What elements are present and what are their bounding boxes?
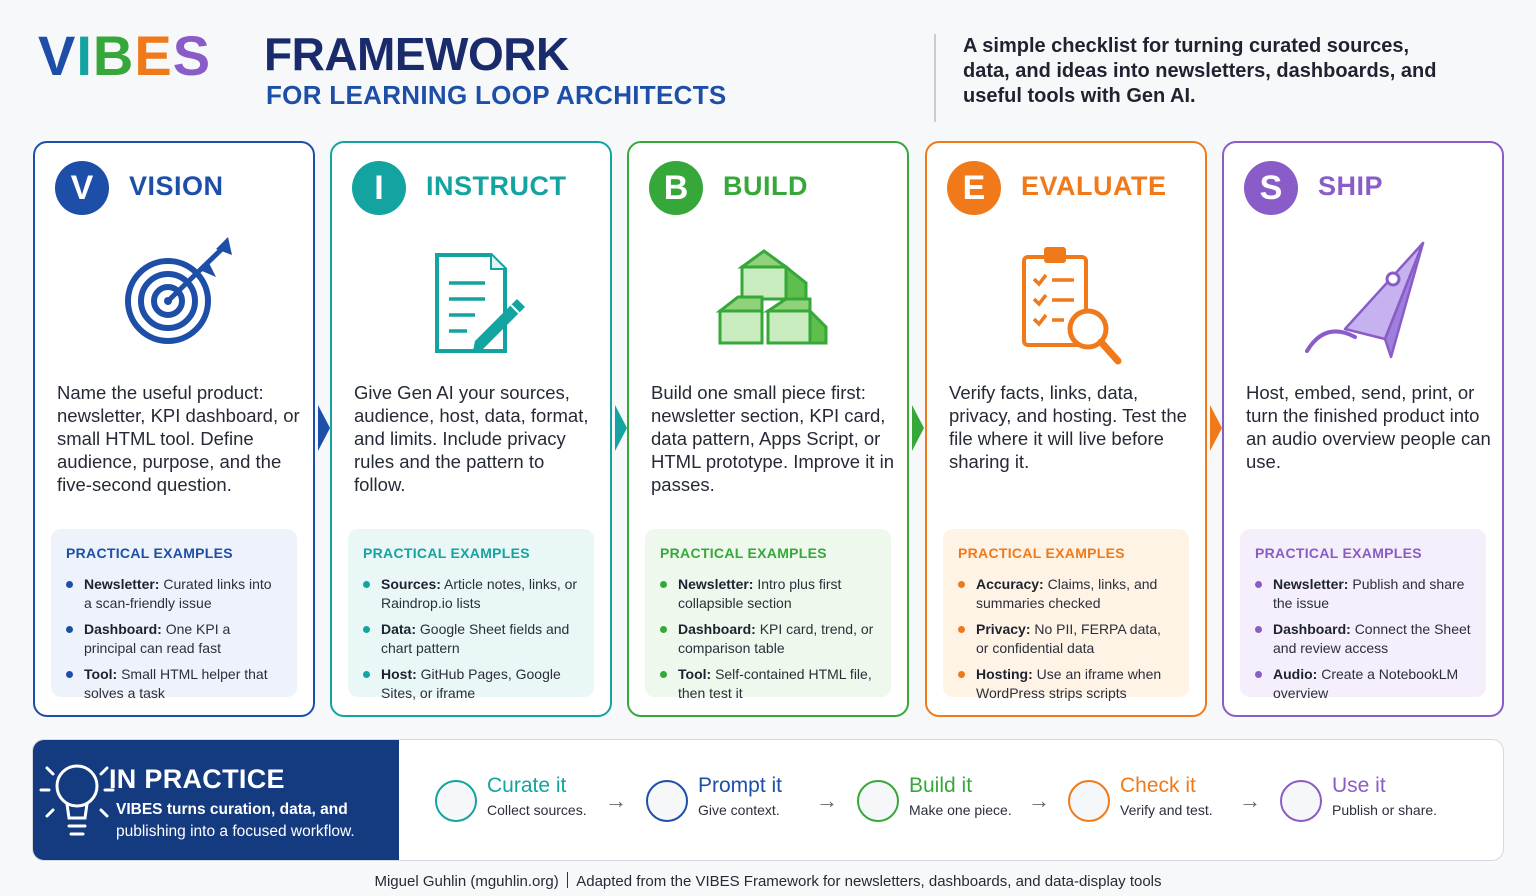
example-item [363,575,580,612]
bullet-dot [363,671,370,678]
example-text: No PII, FERPA data, or confidential data [976,621,1161,656]
badge-i: I [352,161,406,215]
example-label: Audio: [1273,666,1318,682]
page-title: FRAMEWORK [264,28,569,80]
example-text: Publish and share the issue [1273,576,1465,611]
bullet-dot [958,671,965,678]
example-label: Data: [381,621,417,637]
step-title: Prompt it [698,774,783,797]
example-item [958,665,1175,702]
step-circle [1068,780,1110,822]
in-practice-banner [33,740,399,861]
page-subtitle: FOR LEARNING LOOP ARCHITECTS [266,80,727,110]
example-item [660,620,877,657]
example-label: Dashboard: [678,621,756,637]
footer-credit: Adapted from the VIBES Framework for newsletters, dashboards, and data-display tools [576,873,1162,890]
bullet-dot [363,626,370,633]
examples-box [1240,529,1486,701]
card-vision [33,141,315,717]
step-circle [646,780,688,822]
connector-arrow-icon [1210,405,1222,451]
example-item [1255,575,1472,612]
bullet-dot [66,626,73,633]
example-label: Newsletter: [84,576,160,592]
logo-letter-i: I [76,24,93,87]
subtitle-bold: VIBES turns curation, data, and [116,801,348,818]
badge-v: V [55,161,109,215]
logo-letter-s: S [172,24,212,87]
arrow-right-icon: → [816,788,838,813]
example-label: Dashboard: [1273,621,1351,637]
bullet-dot [66,581,73,588]
bullet-dot [1255,581,1262,588]
logo-letter-v: V [38,24,77,87]
examples-box [51,529,297,701]
footer [0,872,1536,890]
logo-letter-b: B [92,24,135,87]
bullet-dot [1255,626,1262,633]
example-text: Google Sheet fields and chart pattern [381,621,570,656]
subtitle-rest: publishing into a focused workflow. [116,823,355,840]
example-text: Curated links into a scan-friendly issue [84,576,272,611]
badge-e: E [947,161,1001,215]
example-label: Hosting: [976,666,1033,682]
example-text: Connect the Sheet and review access [1273,621,1471,656]
example-text: Create a NotebookLM overview [1273,666,1459,701]
header [0,0,1536,140]
card-description: Build one small piece first: newsletter section, KPI card, data pattern, Apps Script, or HTML prototype. Improve it in passes. [651,382,894,495]
example-item [66,665,283,702]
step-desc: Verify and test. [1120,802,1213,818]
target-icon [116,233,236,373]
blocks-icon [710,233,830,373]
step-circle [435,780,477,822]
step-desc: Give context. [698,802,780,818]
connector-arrow-icon [318,405,330,451]
bullet-dot [660,671,667,678]
step-title: Curate it [487,774,567,797]
example-label: Dashboard: [84,621,162,637]
examples-box [645,529,891,701]
examples-box [348,529,594,701]
step-title: Build it [909,774,973,797]
card-title: VISION [129,171,224,201]
example-label: Host: [381,666,417,682]
example-text: Self-contained HTML file, then test it [678,666,872,701]
example-label: Tool: [84,666,118,682]
step-desc: Collect sources. [487,802,587,818]
example-item [660,665,877,702]
badge-s: S [1244,161,1298,215]
example-text: KPI card, trend, or comparison table [678,621,874,656]
examples-title: PRACTICAL EXAMPLES [66,545,233,561]
example-text: Small HTML helper that solves a task [84,666,268,701]
example-item [958,575,1175,612]
bullet-dot [660,581,667,588]
card-description: Host, embed, send, print, or turn the finished product into an audio overview people can use. [1246,382,1491,472]
examples-box [943,529,1189,701]
tagline: A simple checklist for turning curated sources, data, and ideas into newsletters, dashboards, and useful tools with Gen AI. [963,35,1437,107]
card-ship [1222,141,1504,717]
example-item [1255,665,1472,702]
example-label: Newsletter: [1273,576,1349,592]
arrow-right-icon: → [605,788,627,813]
in-practice-panel [32,739,1504,861]
example-item [66,575,283,612]
example-text: GitHub Pages, Google Sites, or iframe [381,666,561,701]
connector-arrow-icon [615,405,627,451]
footer-author: Miguel Guhlin (mguhlin.org) [374,873,559,890]
in-practice-subtitle [116,799,396,843]
example-item [660,575,877,612]
checklist-magnifier-icon [1008,233,1128,373]
step-title: Use it [1332,774,1386,797]
card-title: EVALUATE [1021,171,1167,201]
example-label: Privacy: [976,621,1031,637]
step-desc: Make one piece. [909,802,1012,818]
card-title: INSTRUCT [426,171,567,201]
footer-separator [567,872,569,888]
card-description: Give Gen AI your sources, audience, host, data, format, and limits. Include privacy rules and the pattern to follow. [354,382,589,495]
step-circle [857,780,899,822]
bullet-dot [1255,671,1262,678]
bullet-dot [660,626,667,633]
example-item [66,620,283,657]
paper-plane-icon [1305,233,1425,373]
header-divider [934,34,936,122]
step-circle [1280,780,1322,822]
card-instruct [330,141,612,717]
example-item [958,620,1175,657]
connector-arrow-icon [912,405,924,451]
examples-title: PRACTICAL EXAMPLES [363,545,530,561]
vibes-logo [38,26,211,86]
card-evaluate [925,141,1207,717]
example-text: Article notes, links, or Raindrop.io lists [381,576,578,611]
bullet-dot [958,581,965,588]
card-build [627,141,909,717]
badge-b: B [649,161,703,215]
logo-letter-e: E [134,24,173,87]
example-text: Use an iframe when WordPress strips scripts [976,666,1162,701]
examples-title: PRACTICAL EXAMPLES [1255,545,1422,561]
examples-title: PRACTICAL EXAMPLES [958,545,1125,561]
example-label: Accuracy: [976,576,1044,592]
example-text: Intro plus first collapsible section [678,576,842,611]
step-desc: Publish or share. [1332,802,1438,818]
bullet-dot [958,626,965,633]
bullet-dot [66,671,73,678]
card-description: Name the useful product: newsletter, KPI dashboard, or small HTML tool. Define audience, purpose, and the five-second question. [57,382,300,495]
step-title: Check it [1120,774,1196,797]
example-label: Sources: [381,576,441,592]
example-item [363,620,580,657]
examples-title: PRACTICAL EXAMPLES [660,545,827,561]
example-item [1255,620,1472,657]
arrow-right-icon: → [1028,788,1050,813]
bullet-dot [363,581,370,588]
example-label: Tool: [678,666,712,682]
card-title: BUILD [723,171,808,201]
document-pen-icon [413,233,533,373]
in-practice-title: IN PRACTICE [109,764,285,794]
example-item [363,665,580,702]
example-text: Claims, links, and summaries checked [976,576,1158,611]
arrow-right-icon: → [1239,788,1261,813]
card-description: Verify facts, links, data, privacy, and hosting. Test the file where it will live before sharing it. [949,382,1187,472]
example-text: One KPI a principal can read fast [84,621,231,656]
example-label: Newsletter: [678,576,754,592]
card-title: SHIP [1318,171,1384,201]
